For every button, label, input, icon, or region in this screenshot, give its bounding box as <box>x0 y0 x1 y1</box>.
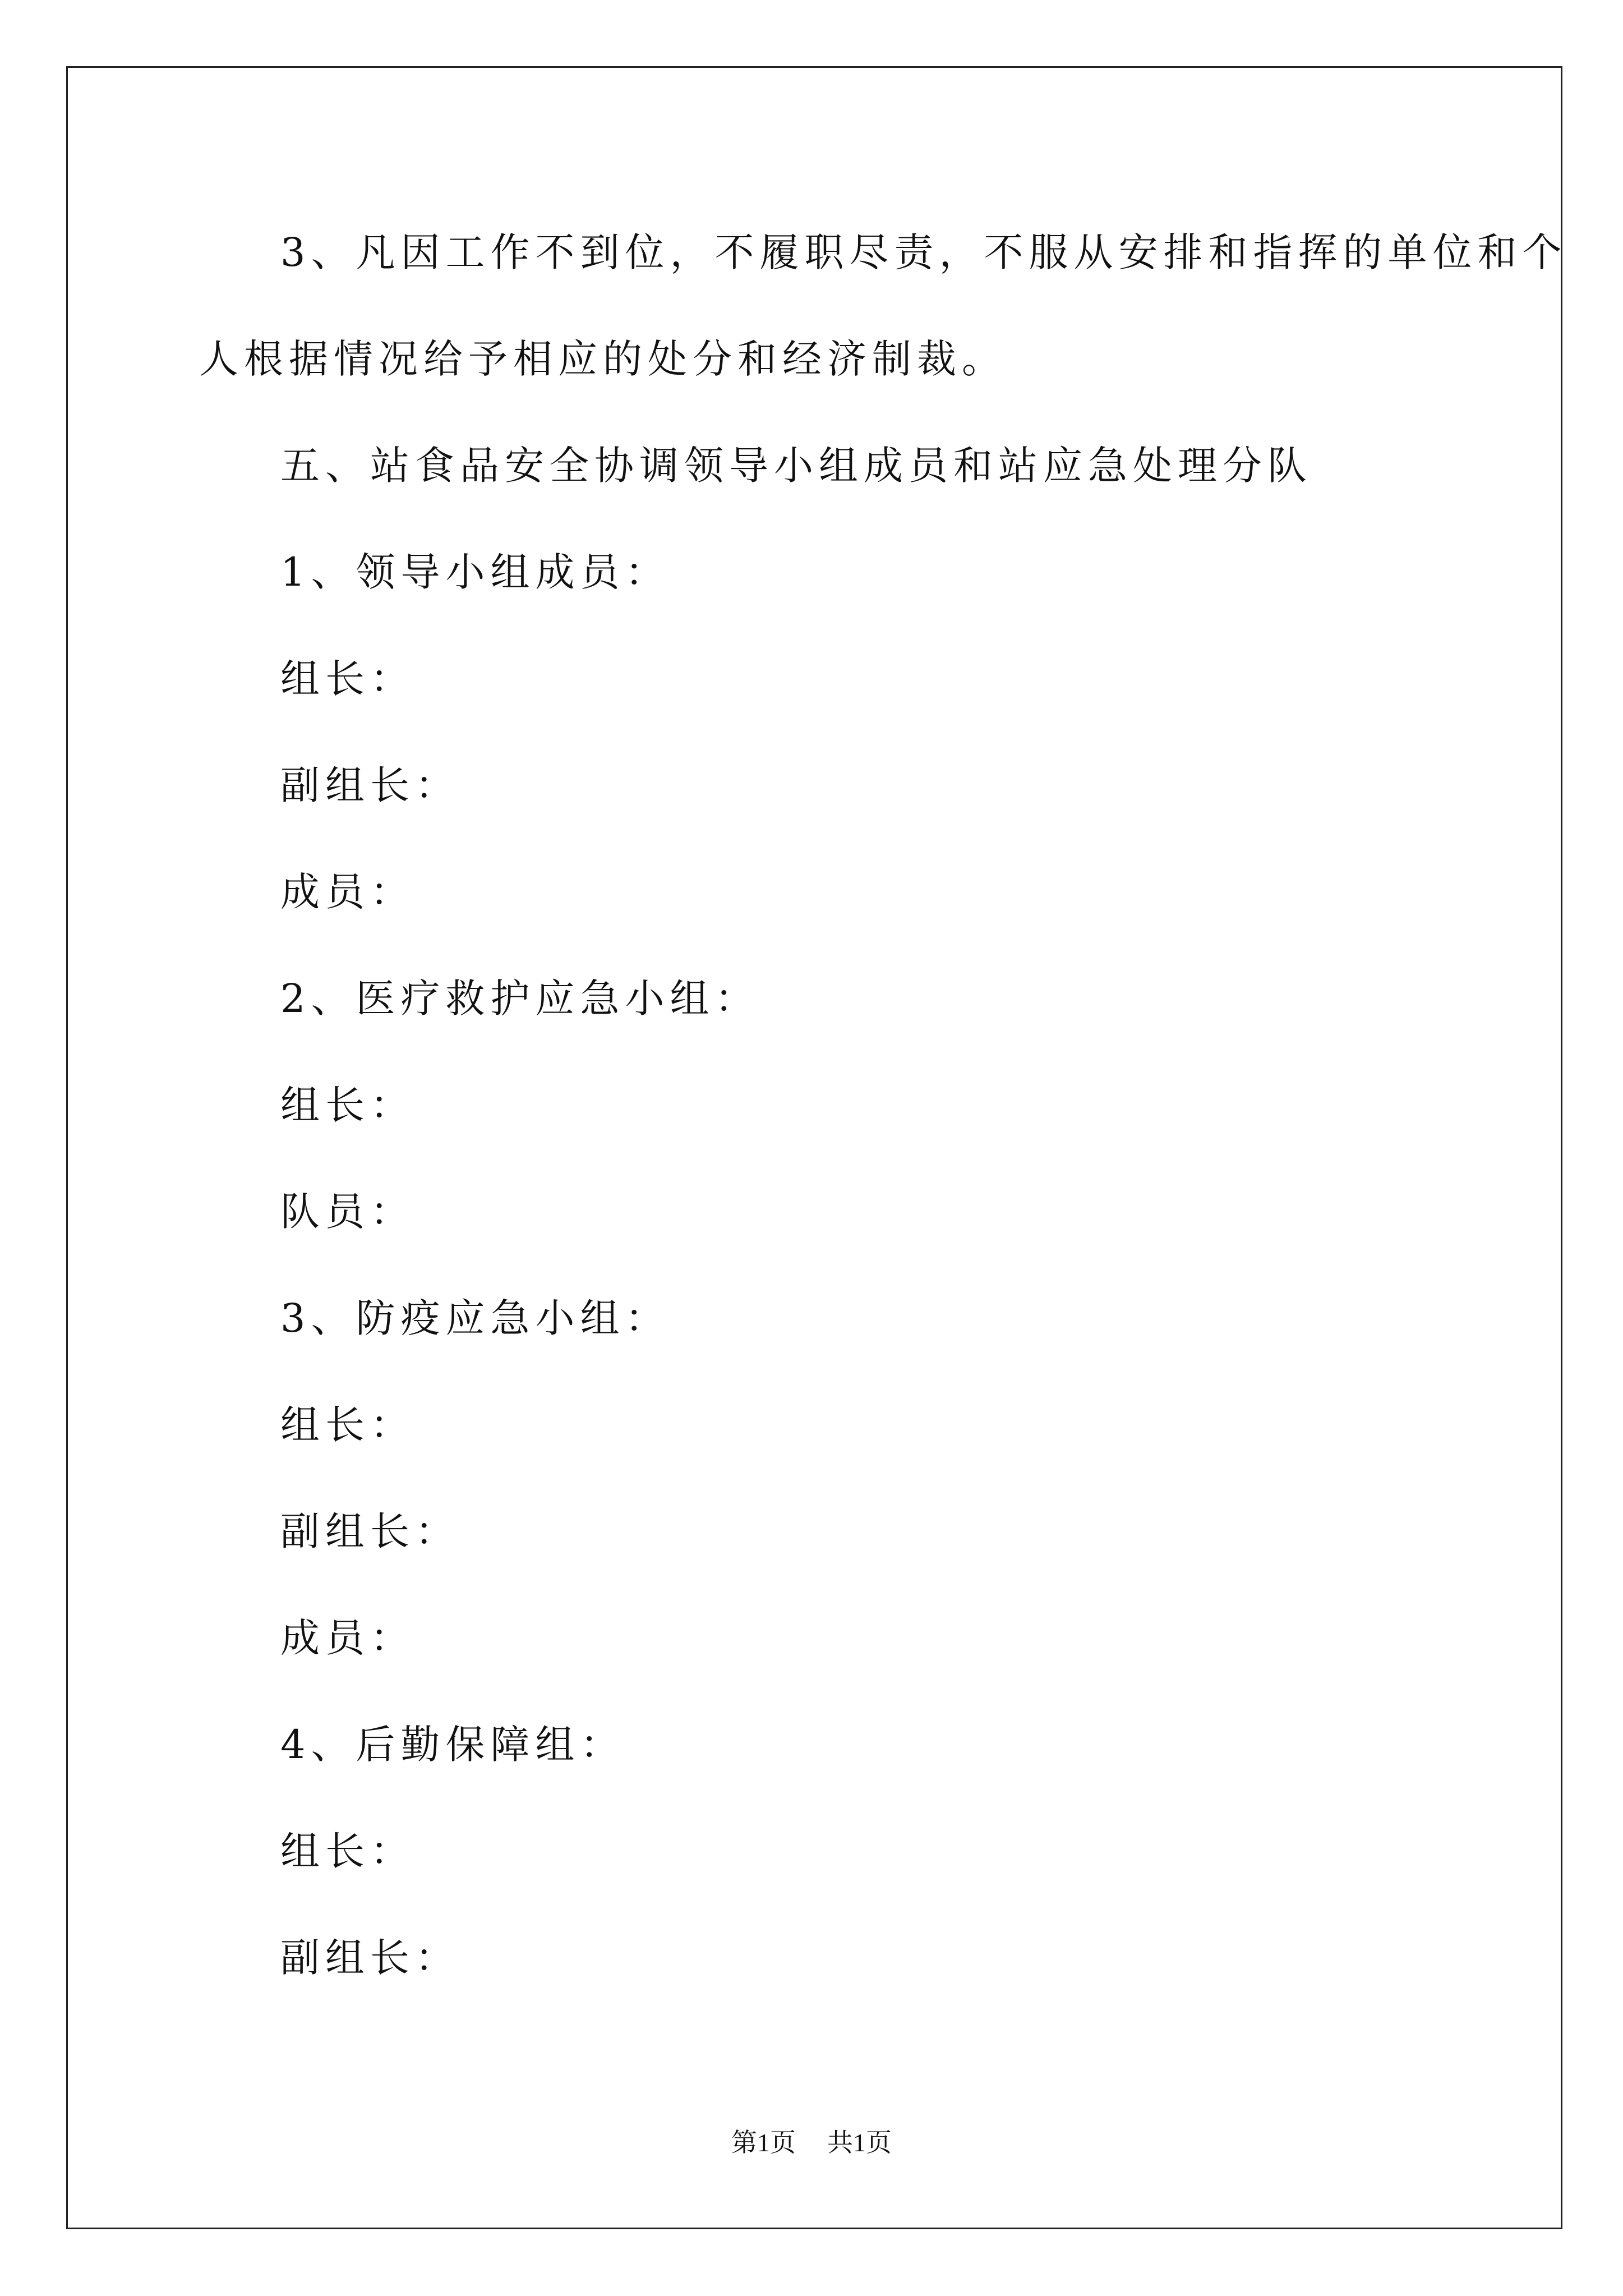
page-number: 第1页 <box>731 2128 796 2157</box>
page-total: 共1页 <box>827 2128 892 2157</box>
paragraph-line: 2、医疗救护应急小组： <box>280 976 760 1022</box>
paragraph-line: 组长： <box>280 1082 415 1128</box>
page-border <box>66 66 1562 2229</box>
paragraph-line: 组长： <box>280 656 415 702</box>
paragraph-line: 队员： <box>280 1189 415 1235</box>
paragraph-line: 人根据情况给予相应的处分和经济制裁。 <box>199 336 1007 382</box>
page-footer <box>0 2130 1623 2156</box>
section-heading: 五、站食品安全协调领导小组成员和站应急处理分队 <box>280 443 1312 489</box>
paragraph-line: 副组长： <box>280 1508 460 1554</box>
paragraph-line: 副组长： <box>280 1935 460 1981</box>
paragraph-line: 组长： <box>280 1828 415 1874</box>
paragraph-line: 成员： <box>280 1615 415 1661</box>
paragraph-line: 3、防疫应急小组： <box>280 1295 670 1341</box>
paragraph-line: 3、凡因工作不到位，不履职尽责，不服从安排和指挥的单位和个 <box>280 229 1567 275</box>
paragraph-line: 副组长： <box>280 762 460 808</box>
paragraph-line: 4、后勤保障组： <box>280 1722 625 1768</box>
paragraph-line: 成员： <box>280 869 415 915</box>
paragraph-line: 组长： <box>280 1402 415 1448</box>
paragraph-line: 1、领导小组成员： <box>280 549 670 595</box>
